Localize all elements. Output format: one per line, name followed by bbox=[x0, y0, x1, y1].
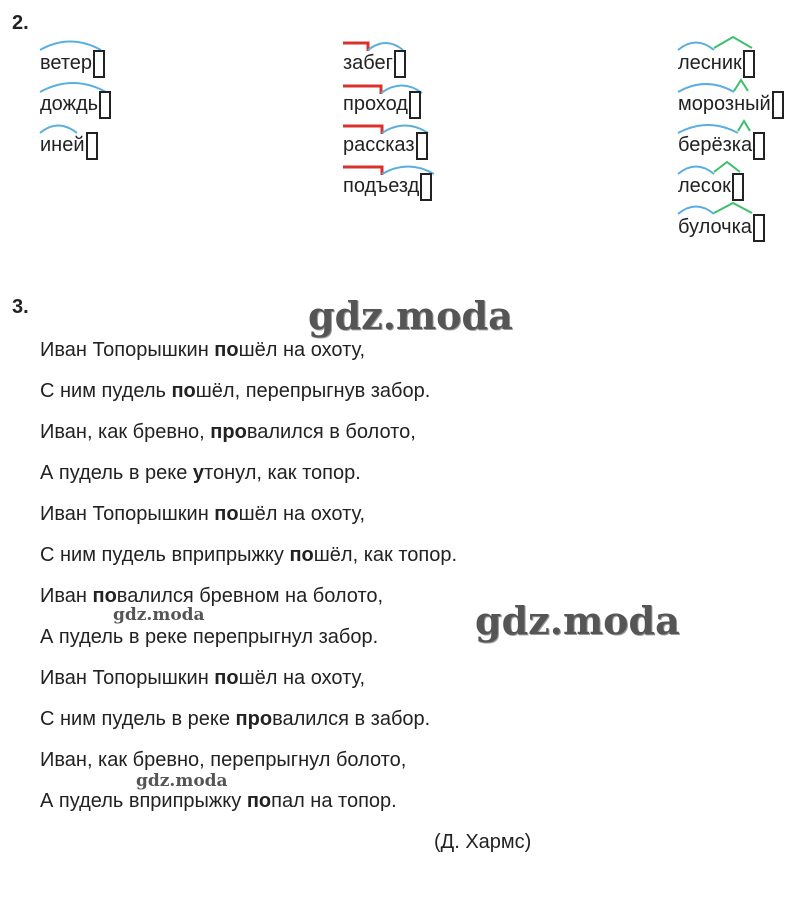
poem-line: С ним пудель вприпрыжку пошёл, как топор. bbox=[40, 544, 458, 566]
ending-box bbox=[409, 91, 421, 119]
poem-line: А пудель в реке перепрыгнул забор. bbox=[40, 626, 379, 648]
word-prohod: проход bbox=[343, 91, 421, 119]
suffix-mark-bulochka bbox=[714, 203, 752, 213]
ending-box bbox=[93, 50, 105, 78]
word-rasskaz: рассказ bbox=[343, 132, 428, 160]
ending-box bbox=[394, 50, 406, 78]
poem-line: Иван, как бревно, перепрыгнул болото, bbox=[40, 749, 407, 771]
word-podezd: подъезд bbox=[343, 173, 432, 201]
ending-box bbox=[420, 173, 432, 201]
ending-box bbox=[416, 132, 428, 160]
poem-line: Иван Топорышкин пошёл на охоту, bbox=[40, 503, 366, 525]
poem-line: Иван повалился бревном на болото, bbox=[40, 585, 384, 607]
exercise-3-number: 3. bbox=[12, 296, 29, 318]
word-lesnik: лесник bbox=[678, 50, 755, 78]
suffix-mark-lesok bbox=[714, 162, 740, 172]
root-arc-lesnik bbox=[678, 43, 714, 51]
watermark: gdz.moda bbox=[113, 605, 205, 625]
poem-line: Иван Топорышкин пошёл на охоту, bbox=[40, 339, 366, 361]
ending-box bbox=[743, 50, 755, 78]
ending-box bbox=[99, 91, 111, 119]
ending-box bbox=[772, 91, 784, 119]
word-iney: иней bbox=[40, 132, 98, 160]
word-veter: ветер bbox=[40, 50, 105, 78]
poem-line: С ним пудель в реке провалился в забор. bbox=[40, 708, 431, 730]
exercise-2-number: 2. bbox=[12, 12, 29, 34]
root-arc-zabeg bbox=[368, 43, 403, 50]
poem-line: А пудель вприпрыжку попал на топор. bbox=[40, 790, 397, 812]
word-lesok: лесок bbox=[678, 173, 744, 201]
watermark: gdz.moda bbox=[308, 293, 513, 338]
ending-box bbox=[753, 132, 765, 160]
ending-box bbox=[86, 132, 98, 160]
root-arc-bulochka bbox=[678, 207, 714, 215]
poem-line: Иван, как бревно, провалился в болото, bbox=[40, 421, 416, 443]
poem-author: (Д. Хармс) bbox=[434, 831, 532, 853]
word-beryozka: берёзка bbox=[678, 132, 765, 160]
suffix-mark-beryozka bbox=[738, 121, 750, 131]
word-dozhd: дождь bbox=[40, 91, 111, 119]
word-moroznyy: морозный bbox=[678, 91, 784, 119]
word-zabeg: забег bbox=[343, 50, 406, 78]
watermark: gdz.moda bbox=[136, 771, 228, 791]
ending-box bbox=[732, 173, 744, 201]
ending-box bbox=[753, 214, 765, 242]
poem-line: Иван Топорышкин пошёл на охоту, bbox=[40, 667, 366, 689]
root-arc-veter bbox=[40, 42, 101, 51]
poem-line: А пудель в реке утонул, как топор. bbox=[40, 462, 361, 484]
suffix-mark-lesnik bbox=[714, 37, 752, 48]
word-bulochka: булочка bbox=[678, 214, 765, 242]
poem-line: С ним пудель пошёл, перепрыгнув забор. bbox=[40, 380, 431, 402]
suffix-mark-moroznyy bbox=[734, 80, 748, 91]
watermark: gdz.moda bbox=[475, 598, 680, 643]
